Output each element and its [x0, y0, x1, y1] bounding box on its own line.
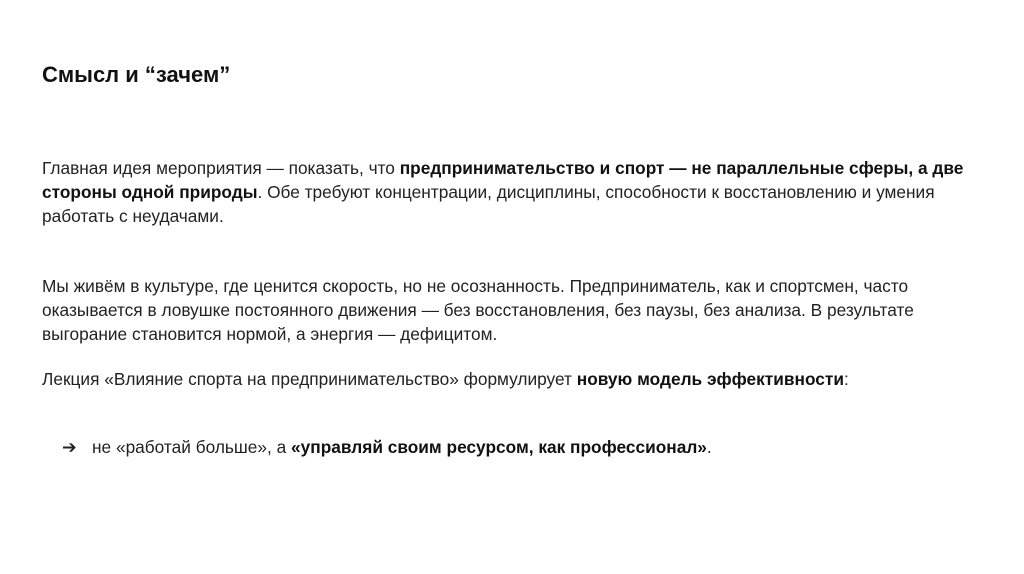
paragraph-bold-text: предпринимательство и спорт — не параллельные сферы, а две стороны одной природы	[42, 158, 964, 202]
bullet-item	[62, 435, 712, 459]
arrow-right-icon: ➔	[62, 437, 77, 457]
paragraph-lecture	[42, 367, 982, 391]
bullet-bold-text: «управляй своим ресурсом, как профессионал»	[291, 437, 707, 457]
paragraph-text: Лекция «Влияние спорта на предпринимательство» формулирует	[42, 369, 577, 389]
paragraph-main-idea	[42, 156, 982, 228]
page-title: Смысл и “зачем”	[42, 62, 231, 87]
bullet-text: не «работай больше», а	[92, 437, 292, 457]
paragraph-text: . Обе требуют концентрации, дисциплины, способности к восстановлению и умения работать с неудачами.	[42, 182, 935, 226]
paragraph-text: Главная идея мероприятия — показать, что	[42, 158, 400, 178]
paragraph-culture	[42, 274, 982, 346]
paragraph-bold-text: новую модель эффективности	[576, 369, 844, 389]
paragraph-text: Мы живём в культуре, где ценится скорость, но не осознанность. Предприниматель, как и спортсмен, часто оказывается в ловушке постоянного движения — без восстановления, без паузы, без анализа. В результате выгорание становится нормой, а энергия — дефицитом.	[42, 276, 914, 344]
paragraph-text: :	[843, 369, 849, 389]
bullet-text: .	[706, 437, 712, 457]
